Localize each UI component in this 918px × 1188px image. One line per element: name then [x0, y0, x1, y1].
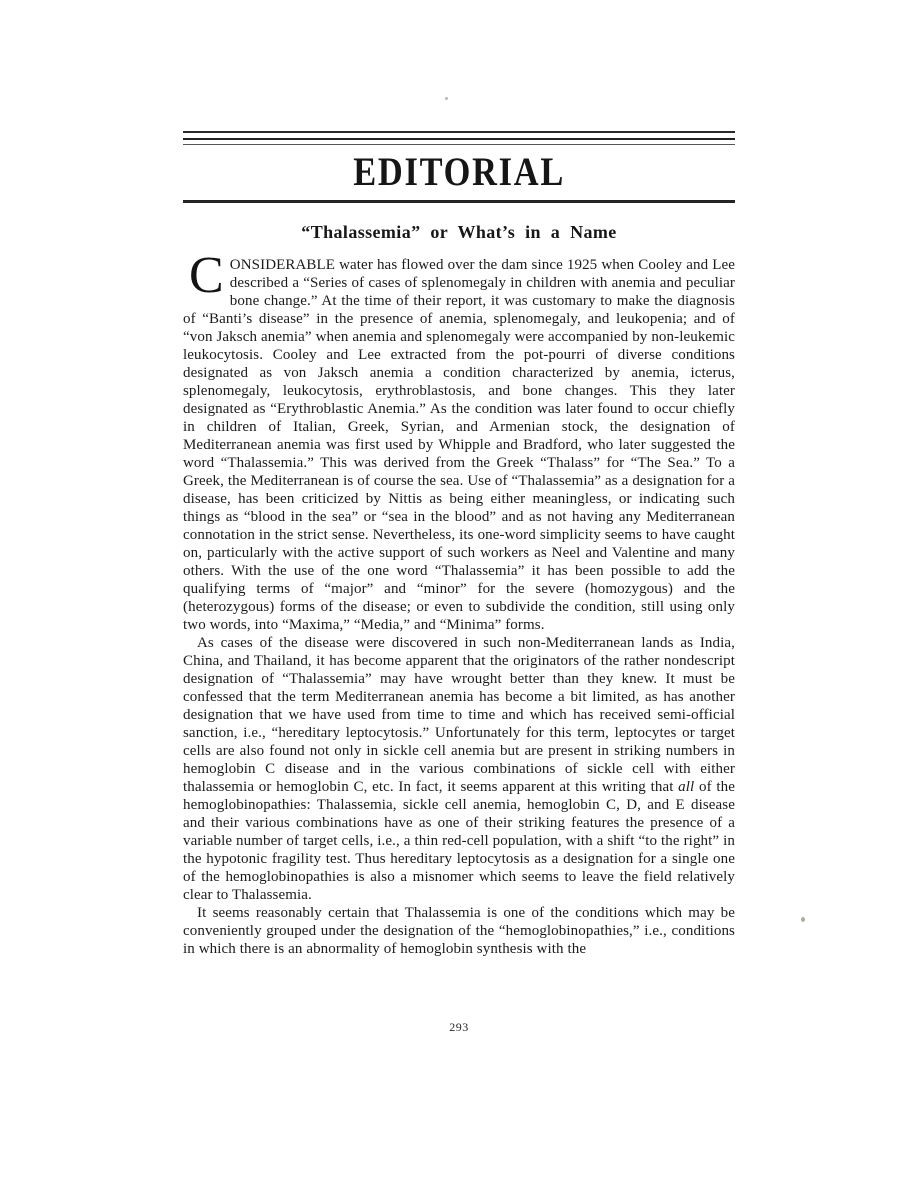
- scan-speck: [445, 97, 448, 100]
- subtitle-wrap: [183, 221, 735, 243]
- body-paragraph: CONSIDERABLE water has flowed over the dam since 1925 when Cooley and Lee described a “Series of cases of splenomegaly in children with anemia and peculiar bone change.” At the time of their report, it was customary to make the diagnosis of “Banti’s disease” in the presence of anemia, splenomegaly, and leukopenia; and of “von Jaksch anemia” when anemia and splenomegaly were accompanied by non-leukemic leukocytosis. Cooley and Lee extracted from the pot-pourri of diverse conditions designated as von Jaksch anemia a condition characterized by anemia, icterus, splenomegaly, leukocytosis, erythroblastosis, and bone changes. This they later designated as “Erythroblastic Anemia.” As the condition was later found to occur chiefly in children of Italian, Greek, Syrian, and Armenian stock, the designation of Mediterranean anemia was first used by Whipple and Bradford, who later suggested the word “Thalassemia.” This was derived from the Greek “Thalass” for “The Sea.” To a Greek, the Mediterranean is of course the sea. Use of “Thalassemia” as a designation for a disease, has been criticized by Nittis as being either meaningless, or indicating such things as “blood in the sea” or “sea in the blood” and as not having any Mediterranean connotation in the strict sense. Nevertheless, its one-word simplicity seems to have caught on, particularly with the active support of such workers as Neel and Valentine and many others. With the use of the one word “Thalassemia” it has been possible to add the qualifying terms of “major” and “minor” for the severe (homozygous) and the (heterozygous) forms of the disease; or even to subdivide the condition, still using only two words, into “Maxima,” “Media,” and “Minima” forms.: [183, 247, 735, 633]
- article-subtitle: “Thalassemia” or What’s in a Name: [301, 222, 617, 242]
- page-number: 293: [449, 1020, 469, 1034]
- top-rule-line: [183, 144, 735, 145]
- folio: [183, 1020, 735, 1035]
- title-rule: [183, 200, 735, 203]
- top-rule: [183, 131, 735, 145]
- body-paragraph: It seems reasonably certain that Thalassemia is one of the conditions which may be conveniently grouped under the designation of the “hemoglobinopathies,” i.e., conditions in which there is an abnormality of hemoglobin synthesis with the: [183, 905, 735, 957]
- header: [183, 150, 735, 194]
- scan-speck: [801, 917, 805, 922]
- italic-text: all: [678, 779, 695, 795]
- top-rule-line: [183, 138, 735, 140]
- article-body: [183, 247, 735, 958]
- top-rule-line: [183, 131, 735, 133]
- body-paragraph: As cases of the disease were discovered in such non-Mediterranean lands as India, China, and Thailand, it has become apparent that the originators of the rather nondescript designation of “Thalassemia” may have wrought better than they knew. It must be confessed that the term Mediterranean anemia has become a bit limited, as has another designation that we have used from time to time and which has received semi-official sanction, i.e., “hereditary leptocytosis.” Unfortunately for this term, leptocytes or target cells are also found not only in sickle cell anemia but are present in striking numbers in hemoglobin C disease and in the various combinations of sickle cell with either thalassemia or hemoglobin C, etc. In fact, it seems apparent at this writing that all of the hemoglobinopathies: Thalassemia, sickle cell anemia, hemoglobin C, D, and E disease and their various combinations have as one of their striking features the presence of a variable number of target cells, i.e., a thin red-cell population, with a shift “to the right” in the hypotonic fragility test. Thus hereditary leptocytosis as a designation for a single one of the hemoglobinopathies is also a misnomer which seems to leave the field relatively clear to Thalassemia.: [183, 635, 735, 903]
- page-title: EDITORIAL: [353, 149, 565, 194]
- drop-cap: C: [189, 247, 224, 304]
